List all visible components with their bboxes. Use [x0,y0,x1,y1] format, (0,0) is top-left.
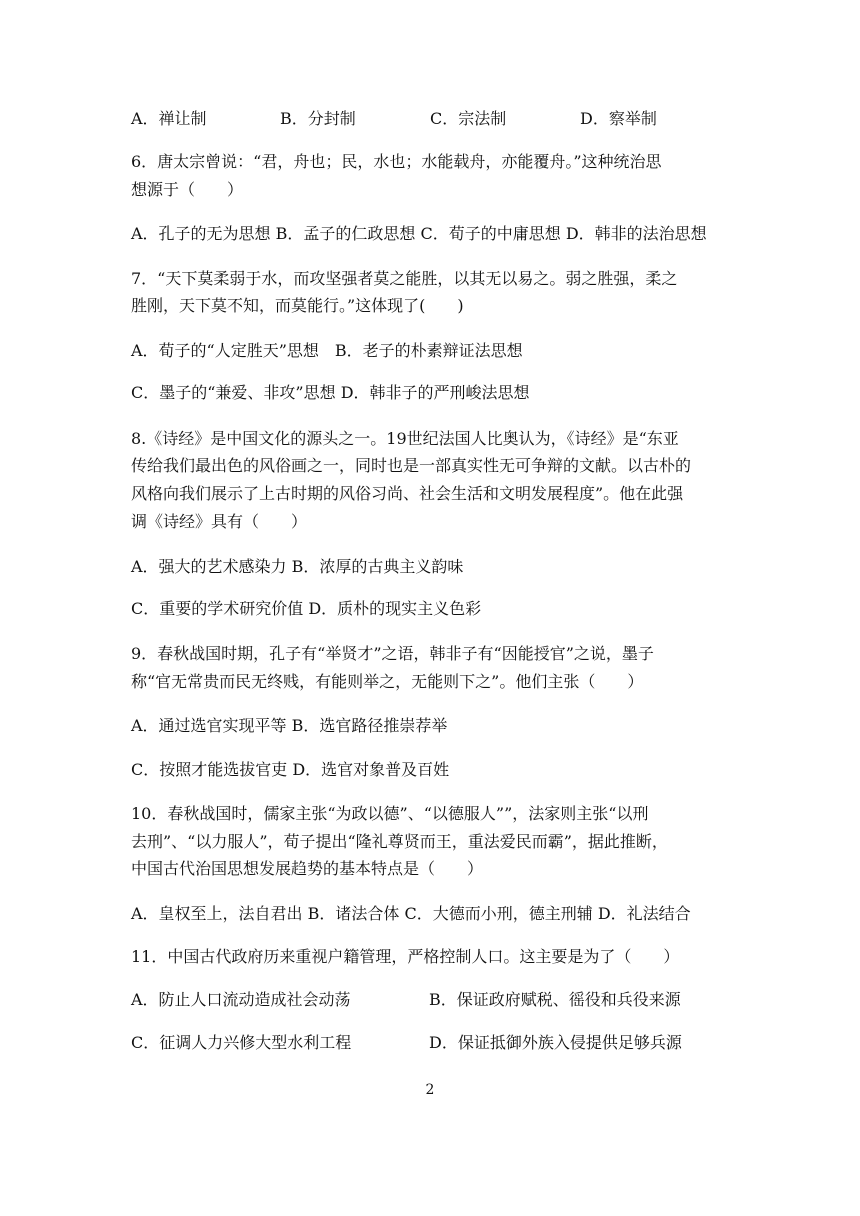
q7-option-row-1: A．荀子的“人定胜天”思想 B．老子的朴素辩证法思想 [131,341,523,360]
q5-option-d: D．察举制 [580,109,657,128]
q11-option-c: C．征调人力兴修大型水利工程 [131,1033,352,1052]
q10-stem-line-1: 10．春秋战国时，儒家主张“为政以德”、“以德服人””，法家则主张“以刑 [131,804,649,823]
q11-option-d: D．保证抵御外族入侵提供足够兵源 [429,1033,682,1052]
q5-option-b: B．分封制 [280,109,356,128]
q5-option-c: C．宗法制 [430,109,507,128]
q8-option-row-1: A．强大的艺术感染力 B．浓厚的古典主义韵味 [131,557,464,576]
q9-stem-line-2: 称“官无常贵而民无终贱，有能则举之，无能则下之”。他们主张（ ） [131,672,644,691]
q6-stem-line-2: 想源于（ ） [131,180,244,199]
q6-options: A．孔子的无为思想 B．孟子的仁政思想 C．荀子的中庸思想 D．韩非的法治思想 [131,224,707,243]
q6-stem-line-1: 6．唐太宗曾说：“君，舟也；民，水也；水能载舟，亦能覆舟。”这种统治思 [131,152,662,171]
q10-stem-line-3: 中国古代治国思想发展趋势的基本特点是（ ） [131,859,484,878]
q8-stem-line-2: 传给我们最出色的风俗画之一，同时也是一部真实性无可争辩的文献。以古朴的 [131,456,692,475]
q10-options: A．皇权至上，法自君出 B．诸法合体 C．大德而小刑，德主刑辅 D．礼法结合 [131,904,691,923]
q7-stem-line-1: 7．“天下莫柔弱于水，而攻坚强者莫之能胜，以其无以易之。弱之胜强，柔之 [131,269,678,288]
q8-stem-line-4: 调《诗经》具有（ ） [131,512,308,531]
q7-option-row-2: C．墨子的“兼爱、非攻”思想 D．韩非子的严刑峻法思想 [131,383,530,402]
q7-stem-line-2: 胜刚，天下莫不知，而莫能行。”这体现了( ) [131,296,464,315]
q8-option-row-2: C．重要的学术研究价值 D．质朴的现实主义色彩 [131,599,482,618]
page-number: 2 [425,1082,435,1098]
q9-option-row-2: C．按照才能选拔官吏 D．选官对象普及百姓 [131,760,450,779]
q8-stem-line-1: 8.《诗经》是中国文化的源头之一。19世纪法国人比奥认为，《诗经》是“东亚 [131,429,679,448]
q11-option-a: A．防止人口流动造成社会动荡 [131,990,351,1009]
q11-option-b: B．保证政府赋税、徭役和兵役来源 [429,990,681,1009]
q9-option-row-1: A．通过选官实现平等 B．选官路径推崇荐举 [131,716,448,735]
q5-option-a: A．禅让制 [131,109,207,128]
q10-stem-line-2: 去刑”、“以力服人”，荀子提出“隆礼尊贤而王，重法爱民而霸”，据此推断， [131,832,668,851]
q8-stem-line-3: 风格向我们展示了上古时期的风俗习尚、社会生活和文明发展程度”。他在此强 [131,484,684,503]
q9-stem-line-1: 9．春秋战国时期，孔子有“举贤才”之语，韩非子有“因能授官”之说，墨子 [131,644,654,663]
q11-stem: 11．中国古代政府历来重视户籍管理，严格控制人口。这主要是为了（ ） [131,947,680,966]
